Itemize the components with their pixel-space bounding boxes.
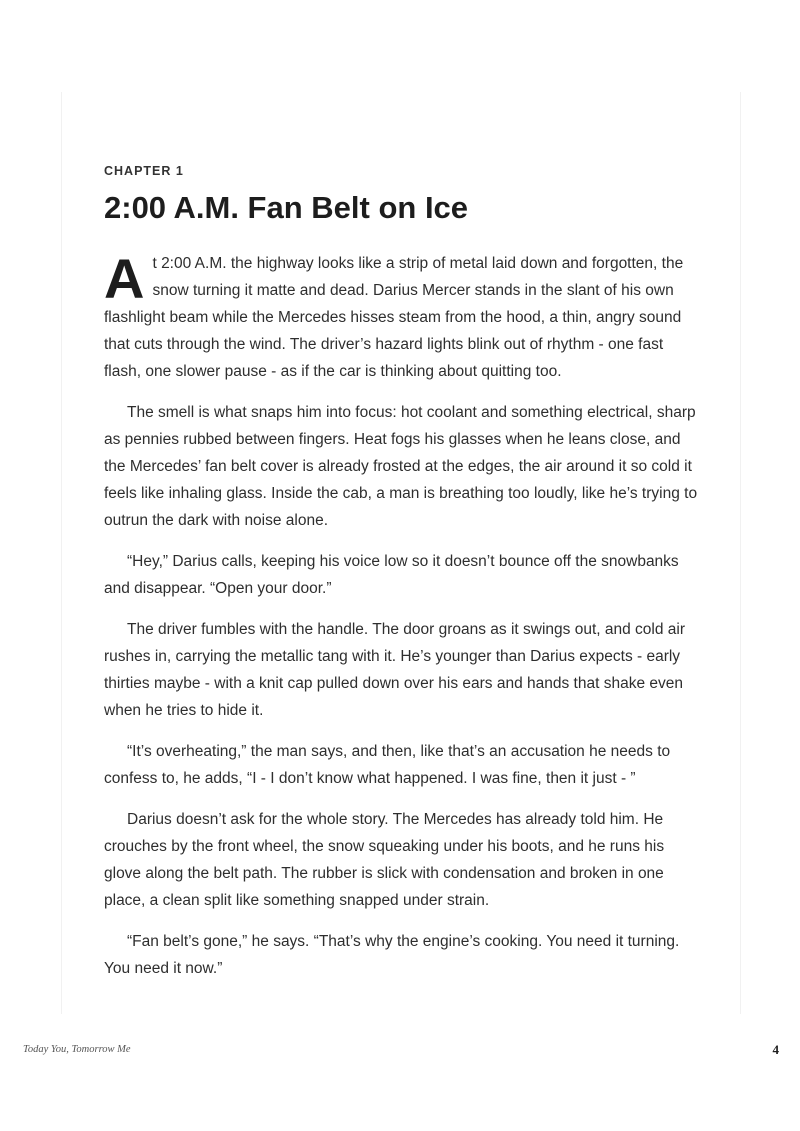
chapter-body	[104, 247, 700, 982]
paragraph-1	[104, 247, 700, 385]
paragraph-3: “Hey,” Darius calls, keeping his voice low so it doesn’t bounce off the snowbanks and disappear. “Open your door.”	[104, 553, 679, 597]
paragraph-2: The smell is what snaps him into focus: hot coolant and something electrical, sharp as pennies rubbed between fingers. Heat fogs his glasses when he leans close, and the Mercedes’ fan belt cover is already frosted at the edges, the air around it so cold it feels like inhaling glass. Inside the cab, a man is breathing too loudly, like he’s trying to outrun the dark with noise alone.	[104, 404, 698, 529]
paragraph-7: “Fan belt’s gone,” he says. “That’s why the engine’s cooking. You need it turning. You need it now.”	[104, 933, 680, 977]
chapter-content	[104, 163, 700, 996]
paragraph-4: The driver fumbles with the handle. The door groans as it swings out, and cold air rushes in, carrying the metallic tang with it. He’s younger than Darius expects - early thirties maybe - with a knit cap pulled down over his ears and hands that shake even when he tries to hide it.	[104, 621, 686, 719]
paragraph-6: Darius doesn’t ask for the whole story. The Mercedes has already told him. He crouches by the front wheel, the snow squeaking under his boots, and he runs his glove along the belt path. The rubber is slick with condensation and broken in one place, a clean split like something snapped under strain.	[104, 811, 665, 909]
page-number: 4	[772, 1042, 779, 1057]
paragraph-5: “It’s overheating,” the man says, and then, like that’s an accusation he needs to confess to, he adds, “I - I don’t know what happened. I was fine, then it just - ”	[104, 743, 671, 787]
chapter-title: 2:00 A.M. Fan Belt on Ice	[104, 190, 469, 225]
chapter-label: CHAPTER 1	[104, 164, 184, 178]
drop-cap: A	[104, 247, 145, 310]
paragraph-1-text: t 2:00 A.M. the highway looks like a strip of metal laid down and forgotten, the snow turning it matte and dead. Darius Mercer stands in the slant of his own flashlight beam while the Mercedes hisses steam from the hood, a thin, angry sound that cuts through the wind. The driver’s hazard lights blink out of rhythm - one fast flash, one slower pause - as if the car is thinking about quitting too.	[104, 255, 684, 380]
footer-book-title: Today You, Tomorrow Me	[23, 1044, 131, 1055]
